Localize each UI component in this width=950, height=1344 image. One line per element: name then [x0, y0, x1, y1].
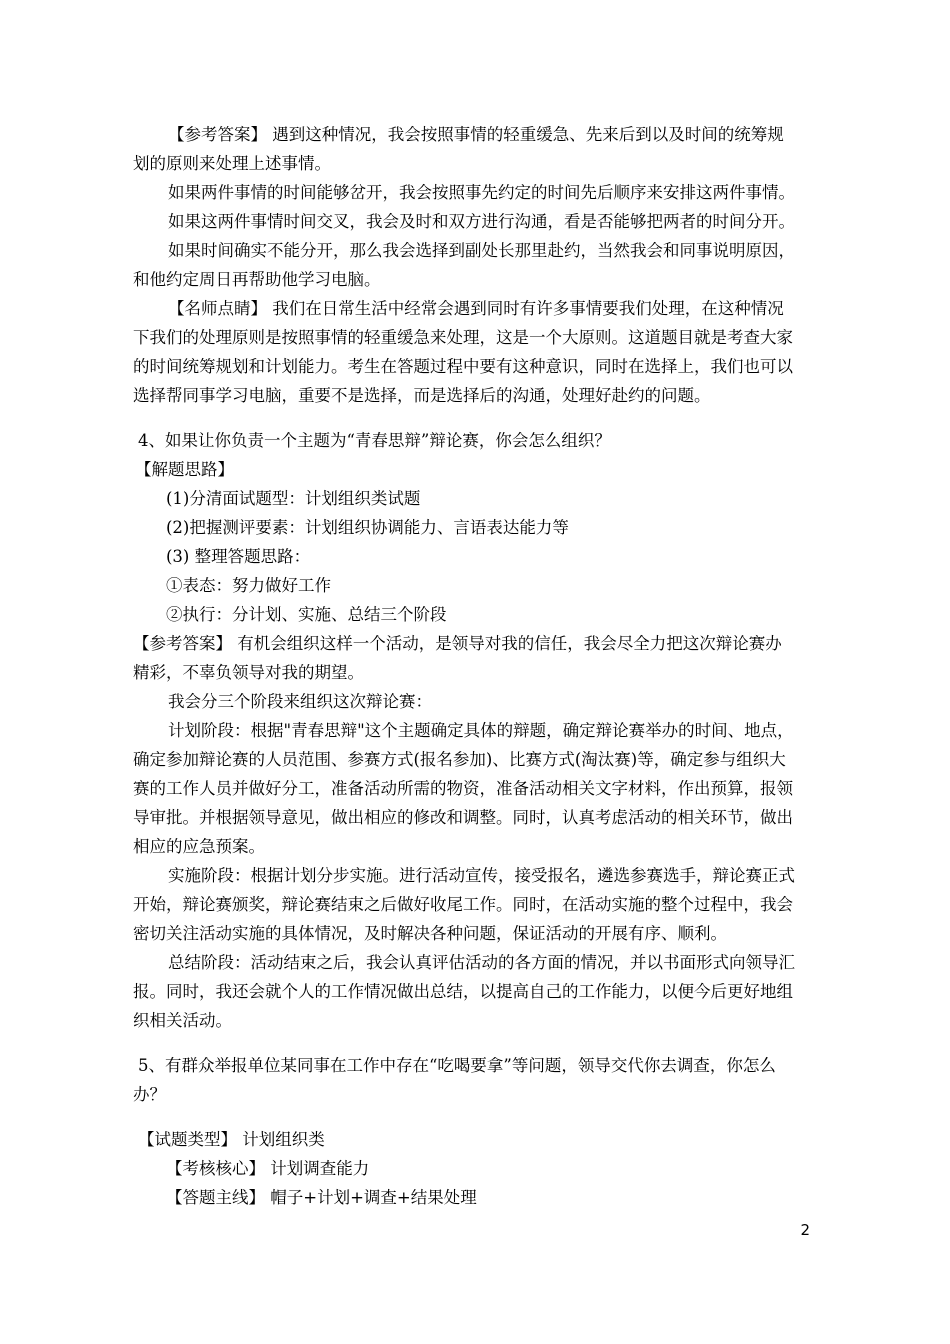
- answer-paragraph-4-line-2: 和他约定周日再帮助他学习电脑。: [133, 270, 381, 289]
- plan-stage-line-3: 赛的工作人员并做好分工，准备活动所需的物资，准备活动相关文字材料，作出预算，报领: [133, 779, 793, 798]
- teacher-comment-line-3: 的时间统筹规划和计划能力。考生在答题过程中要有这种意识，同时在选择上，我们也可以: [133, 357, 793, 376]
- impl-stage-line-1: 实施阶段：根据计划分步实施。进行活动宣传，接受报名，遴选参赛选手，辩论赛正式: [168, 866, 795, 885]
- teacher-comment-line-2: 下我们的处理原则是按照事情的轻重缓急来处理，这是一个大原则。这道题目就是考查大家: [133, 328, 793, 347]
- impl-stage-line-3: 密切关注活动实施的具体情况，及时解决各种问题，保证活动的开展有序、顺利。: [133, 924, 727, 943]
- answer-paragraph-3: 如果这两件事情时间交叉，我会及时和双方进行沟通，看是否能够把两者的时间分开。: [168, 212, 795, 231]
- summary-stage-line-2: 报。同时，我还会就个人的工作情况做出总结，以提高自己的工作能力，以便今后更好地组: [133, 982, 793, 1001]
- page-number: 2: [800, 1221, 810, 1239]
- impl-stage-line-2: 开始，辩论赛颁奖，辩论赛结束之后做好收尾工作。同时，在活动实施的整个过程中，我会: [133, 895, 793, 914]
- assessment-core: 【考核核心】 计划调查能力: [166, 1159, 370, 1178]
- approach-step-3: (3) 整理答题思路：: [166, 547, 311, 566]
- teacher-comment-line-1: 【名师点睛】 我们在日常生活中经常会遇到同时有许多事情要我们处理，在这种情况: [168, 299, 784, 318]
- approach-heading: 【解题思路】: [135, 460, 234, 479]
- q4-answer-line-2: 精彩，不辜负领导对我的期望。: [133, 663, 364, 682]
- question-type: 【试题类型】 计划组织类: [138, 1130, 325, 1149]
- plan-stage-line-5: 相应的应急预案。: [133, 837, 265, 856]
- approach-sub-1: ①表态：努力做好工作: [166, 576, 331, 595]
- question-5-line-1: 5、有群众举报单位某同事在工作中存在“吃喝要拿”等问题，领导交代你去调查，你怎么: [138, 1056, 776, 1075]
- summary-stage-line-3: 织相关活动。: [133, 1011, 232, 1030]
- answer-paragraph-1-line-1: 【参考答案】 遇到这种情况，我会按照事情的轻重缓急、先来后到以及时间的统筹规: [168, 125, 784, 144]
- plan-stage-line-2: 确定参加辩论赛的人员范围、参赛方式(报名参加)、比赛方式(淘汰赛)等，确定参与组织大: [133, 750, 786, 769]
- answer-paragraph-2: 如果两件事情的时间能够岔开，我会按照事先约定的时间先后顺序来安排这两件事情。: [168, 183, 795, 202]
- question-4: 4、如果让你负责一个主题为“青春思辩”辩论赛，你会怎么组织？: [138, 431, 611, 450]
- answer-paragraph-1-line-2: 划的原则来处理上述事情。: [133, 154, 331, 173]
- summary-stage-line-1: 总结阶段：活动结束之后，我会认真评估活动的各方面的情况，并以书面形式向领导汇: [168, 953, 795, 972]
- plan-stage-line-1: 计划阶段：根据"青春思辩"这个主题确定具体的辩题，确定辩论赛举办的时间、地点，: [168, 721, 794, 740]
- answer-paragraph-4-line-1: 如果时间确实不能分开，那么我会选择到副处长那里赴约，当然我会和同事说明原因，: [168, 241, 795, 260]
- q4-stages-intro: 我会分三个阶段来组织这次辩论赛：: [168, 692, 432, 711]
- q4-answer-line-1: 【参考答案】 有机会组织这样一个活动，是领导对我的信任，我会尽全力把这次辩论赛办: [133, 634, 782, 653]
- plan-stage-line-4: 导审批。并根据领导意见，做出相应的修改和调整。同时，认真考虑活动的相关环节，做出: [133, 808, 793, 827]
- teacher-comment-line-4: 选择帮同事学习电脑，重要不是选择，而是选择后的沟通，处理好赴约的问题。: [133, 386, 711, 405]
- answer-mainline: 【答题主线】 帽子+计划+调查+结果处理: [166, 1188, 477, 1207]
- question-5-line-2: 办？: [133, 1085, 166, 1104]
- approach-sub-2: ②执行：分计划、实施、总结三个阶段: [166, 605, 447, 624]
- approach-step-2: (2)把握测评要素：计划组织协调能力、言语表达能力等: [166, 518, 569, 537]
- approach-step-1: (1)分清面试题型：计划组织类试题: [166, 489, 421, 508]
